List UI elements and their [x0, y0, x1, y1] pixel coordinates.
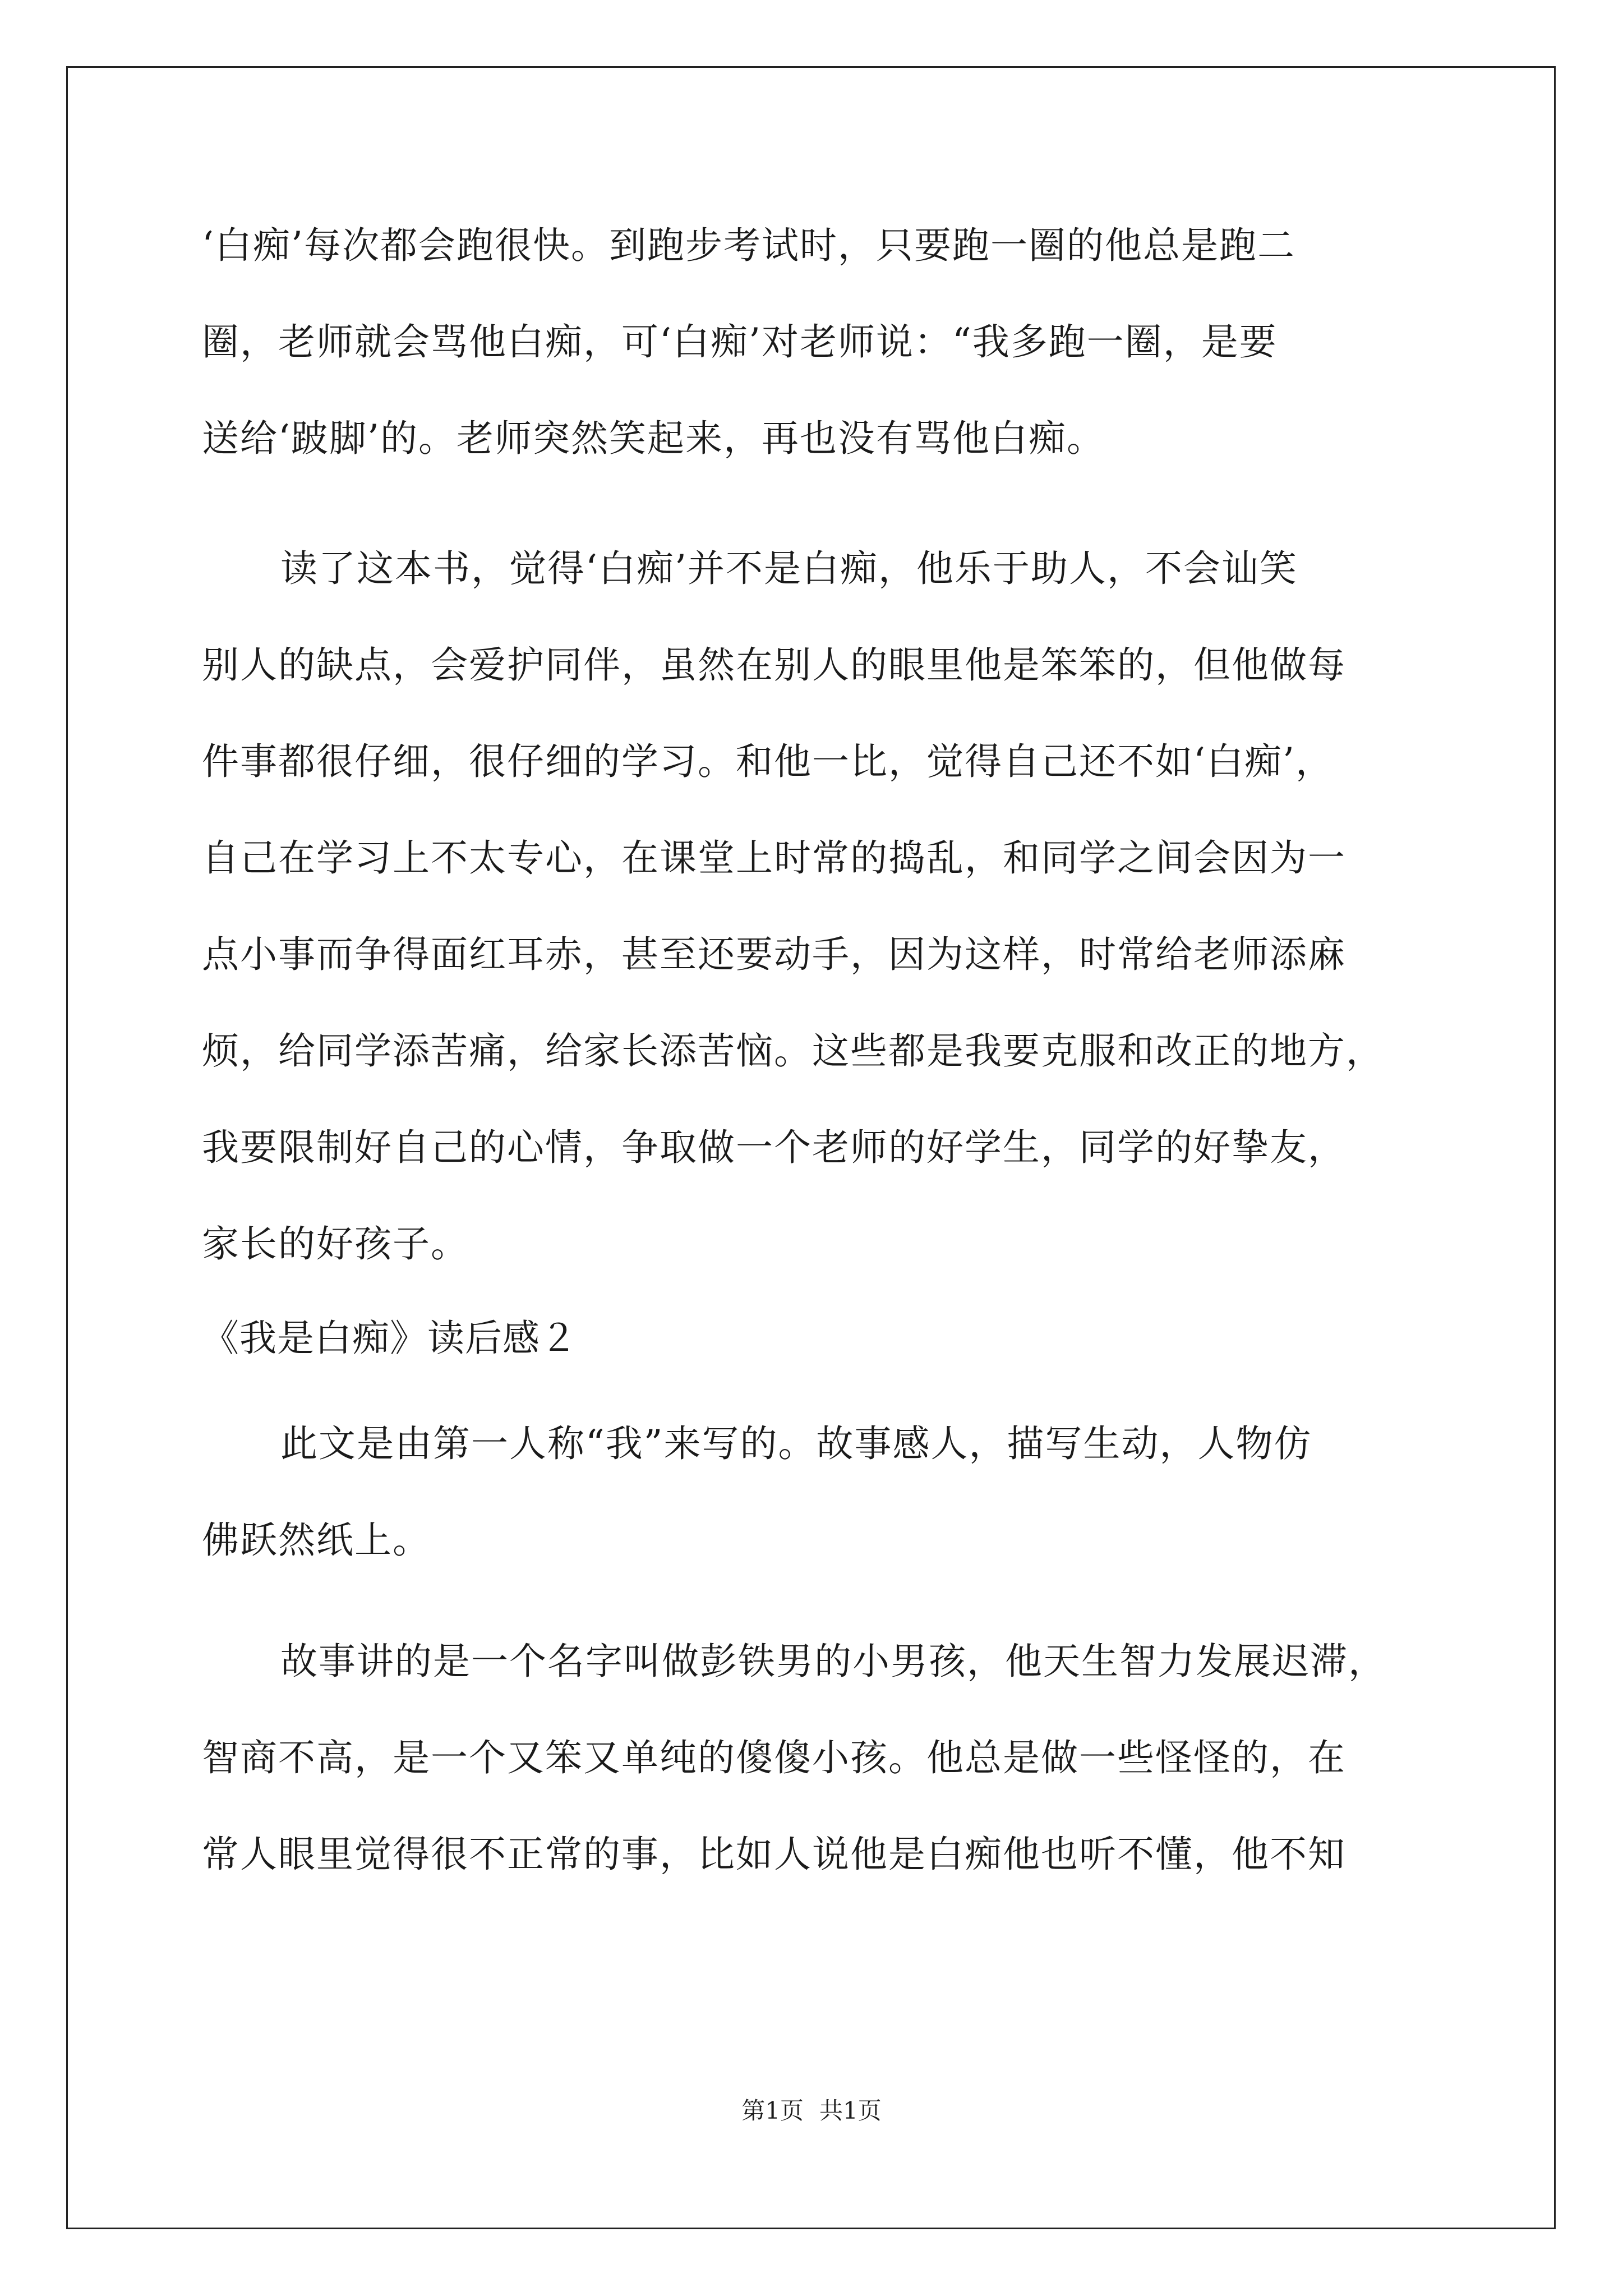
section-heading: 《我是白痴》读后感２ — [202, 1317, 578, 1360]
body-line: 自己在学习上不太专心，在课堂上时常的捣乱，和同学之间会因为一 — [202, 836, 1346, 880]
body-line: 我要限制好自己的心情，争取做一个老师的好学生，同学的好挚友， — [202, 1126, 1346, 1169]
paragraph-start-line: 故事讲的是一个名字叫做彭铁男的小男孩，他天生智力发展迟滞， — [280, 1640, 1386, 1683]
paragraph-start-line: 读了这本书，觉得‘白痴’并不是白痴，他乐于助人，不会讪笑 — [280, 547, 1298, 590]
body-line: 件事都很仔细，很仔细的学习。和他一比，觉得自己还不如‘白痴’， — [202, 740, 1334, 783]
body-line: 智商不高，是一个又笨又单纯的傻傻小孩。他总是做一些怪怪的，在 — [202, 1736, 1346, 1779]
body-line: 常人眼里觉得很不正常的事，比如人说他是白痴他也听不懂，他不知 — [202, 1833, 1346, 1876]
body-line: 家长的好孩子。 — [202, 1222, 469, 1266]
body-line: ‘白痴’每次都会跑很快。到跑步考试时，只要跑一圈的他总是跑二 — [202, 224, 1295, 267]
body-line: 送给‘跛脚’的。老师突然笑起来，再也没有骂他白痴。 — [202, 417, 1105, 460]
body-line: 圈，老师就会骂他白痴，可‘白痴’对老师说：“我多跑一圈，是要 — [202, 320, 1278, 364]
page-footer — [0, 2097, 1623, 2125]
paragraph-start-line: 此文是由第一人称“我”来写的。故事感人，描写生动，人物仿 — [280, 1422, 1312, 1465]
body-line: 别人的缺点，会爱护同伴，虽然在别人的眼里他是笨笨的，但他做每 — [202, 643, 1346, 687]
body-line: 烦，给同学添苦痛，给家长添苦恼。这些都是我要克服和改正的地方， — [202, 1029, 1384, 1073]
page-total: 共1页 — [819, 2097, 882, 2124]
body-line: 佛跃然纸上。 — [202, 1519, 431, 1562]
body-line: 点小事而争得面红耳赤，甚至还要动手，因为这样，时常给老师添麻 — [202, 933, 1346, 976]
page-number: 第1页 — [741, 2097, 804, 2124]
